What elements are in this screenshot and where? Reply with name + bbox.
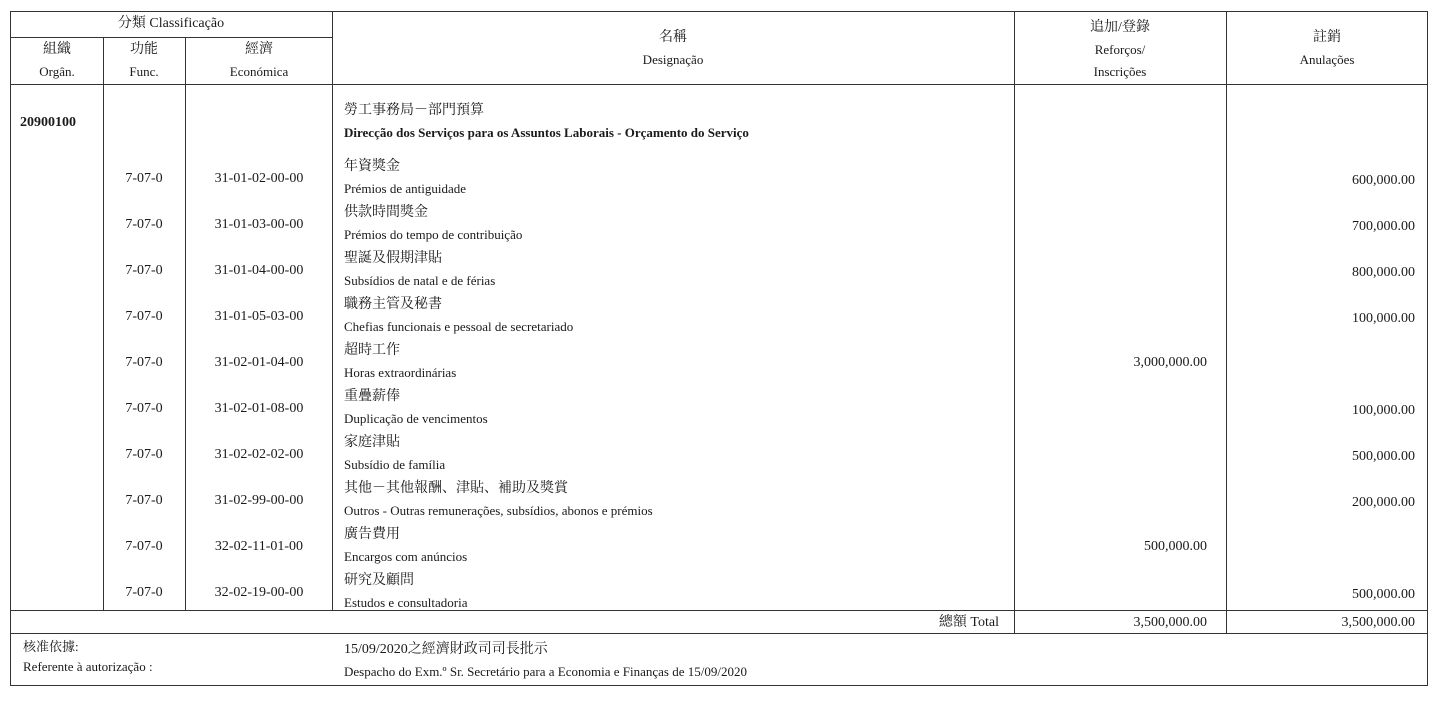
row-reforco: 3,000,000.00 <box>1133 355 1207 370</box>
col-divider-organ <box>103 37 104 610</box>
header-desig-pt: Designação <box>642 52 704 67</box>
row-econ-code: 32-02-11-01-00 <box>214 539 304 554</box>
total-label: 總額 Total <box>938 615 999 630</box>
row-name-pt: Subsídios de natal e de férias <box>344 273 496 288</box>
row-reforco: 500,000.00 <box>1144 539 1207 554</box>
row-name-pt: Duplicação de vencimentos <box>344 411 488 426</box>
row-func-code: 7-07-0 <box>125 585 163 600</box>
header-reforcos-pt2: Inscrições <box>1093 64 1147 79</box>
row-name-pt: Outros - Outras remunerações, subsídios, abonos e prémios <box>344 503 653 518</box>
header-bottom-line <box>11 84 1428 85</box>
header-organ-pt: Orgân. <box>39 64 75 79</box>
header-econ-zh: 經濟 <box>245 42 273 57</box>
row-econ-code: 31-01-05-03-00 <box>214 309 304 324</box>
row-name-pt: Horas extraordinárias <box>344 365 457 380</box>
footer-label-pt: Referente à autorização : <box>23 659 153 674</box>
row-func-code: 7-07-0 <box>125 401 163 416</box>
row-name-zh: 其他－其他報酬、津貼、補助及獎賞 <box>344 481 568 496</box>
header-classificacao: 分類 Classificação <box>117 16 225 31</box>
col-divider-class <box>332 12 333 610</box>
row-func-code: 7-07-0 <box>125 447 163 462</box>
header-reforcos-pt1: Reforços/ <box>1094 42 1146 57</box>
row-econ-code: 31-02-02-02-00 <box>214 447 304 462</box>
row-func-code: 7-07-0 <box>125 539 163 554</box>
row-anulacao: 100,000.00 <box>1352 403 1415 418</box>
row-name-zh: 超時工作 <box>344 343 400 358</box>
row-econ-code: 31-02-01-04-00 <box>214 355 304 370</box>
header-subdivider <box>11 37 332 38</box>
budget-table <box>10 11 1428 686</box>
header-func-pt: Func. <box>129 64 159 79</box>
col-divider-reforcos <box>1226 12 1227 633</box>
row-econ-code: 32-02-19-00-00 <box>214 585 304 600</box>
row-func-code: 7-07-0 <box>125 217 163 232</box>
row-anulacao: 800,000.00 <box>1352 265 1415 280</box>
row-econ-code: 31-02-99-00-00 <box>214 493 304 508</box>
row-anulacao: 700,000.00 <box>1352 219 1415 234</box>
total-bottom-line <box>11 633 1428 634</box>
row-name-zh: 重疊薪俸 <box>344 389 400 404</box>
row-anulacao: 600,000.00 <box>1352 173 1415 188</box>
row-anulacao: 100,000.00 <box>1352 311 1415 326</box>
row-func-code: 7-07-0 <box>125 355 163 370</box>
row-name-pt: Encargos com anúncios <box>344 549 468 564</box>
row-anulacao: 500,000.00 <box>1352 587 1415 602</box>
header-reforcos-zh: 追加/登錄 <box>1090 20 1150 35</box>
row-econ-code: 31-02-01-08-00 <box>214 401 304 416</box>
row-anulacao: 500,000.00 <box>1352 449 1415 464</box>
header-anul-zh: 註銷 <box>1313 30 1341 45</box>
header-organ-zh: 組織 <box>43 42 71 57</box>
row-name-zh: 聖誕及假期津貼 <box>344 251 442 266</box>
row-name-zh: 研究及顧問 <box>344 573 414 588</box>
row-func-code: 7-07-0 <box>125 493 163 508</box>
department-name-pt: Direcção dos Serviços para os Assuntos Laborais - Orçamento do Serviço <box>344 125 749 140</box>
row-econ-code: 31-01-02-00-00 <box>214 171 304 186</box>
department-code: 20900100 <box>20 115 76 130</box>
total-anulacoes: 3,500,000.00 <box>1341 615 1415 630</box>
row-name-pt: Subsídio de família <box>344 457 446 472</box>
footer-text-zh: 15/09/2020之經濟財政司司長批示 <box>344 642 548 657</box>
header-econ-pt: Económica <box>229 64 289 79</box>
row-name-zh: 年資獎金 <box>344 159 400 174</box>
row-econ-code: 31-01-04-00-00 <box>214 263 304 278</box>
row-name-zh: 廣告費用 <box>344 527 400 542</box>
department-name-zh: 勞工事務局－部門預算 <box>344 103 484 118</box>
footer-label-zh: 核准依據: <box>23 639 79 654</box>
row-name-zh: 職務主管及秘書 <box>344 297 442 312</box>
row-name-zh: 供款時間獎金 <box>344 205 428 220</box>
header-desig-zh: 名稱 <box>659 30 687 45</box>
header-anul-pt: Anulações <box>1299 52 1355 67</box>
row-name-pt: Chefias funcionais e pessoal de secretariado <box>344 319 574 334</box>
total-top-line <box>11 610 1428 611</box>
row-anulacao: 200,000.00 <box>1352 495 1415 510</box>
total-reforcos: 3,500,000.00 <box>1133 615 1207 630</box>
col-divider-desig <box>1014 12 1015 633</box>
col-divider-func <box>185 37 186 610</box>
header-func-zh: 功能 <box>130 42 158 57</box>
row-name-pt: Prémios de antiguidade <box>344 181 467 196</box>
row-econ-code: 31-01-03-00-00 <box>214 217 304 232</box>
row-func-code: 7-07-0 <box>125 263 163 278</box>
row-func-code: 7-07-0 <box>125 309 163 324</box>
row-name-pt: Prémios do tempo de contribuição <box>344 227 523 242</box>
row-func-code: 7-07-0 <box>125 171 163 186</box>
row-name-pt: Estudos e consultadoria <box>344 595 468 610</box>
footer-text-pt: Despacho do Exm.º Sr. Secretário para a Economia e Finanças de 15/09/2020 <box>344 664 747 679</box>
row-name-zh: 家庭津貼 <box>344 435 400 450</box>
